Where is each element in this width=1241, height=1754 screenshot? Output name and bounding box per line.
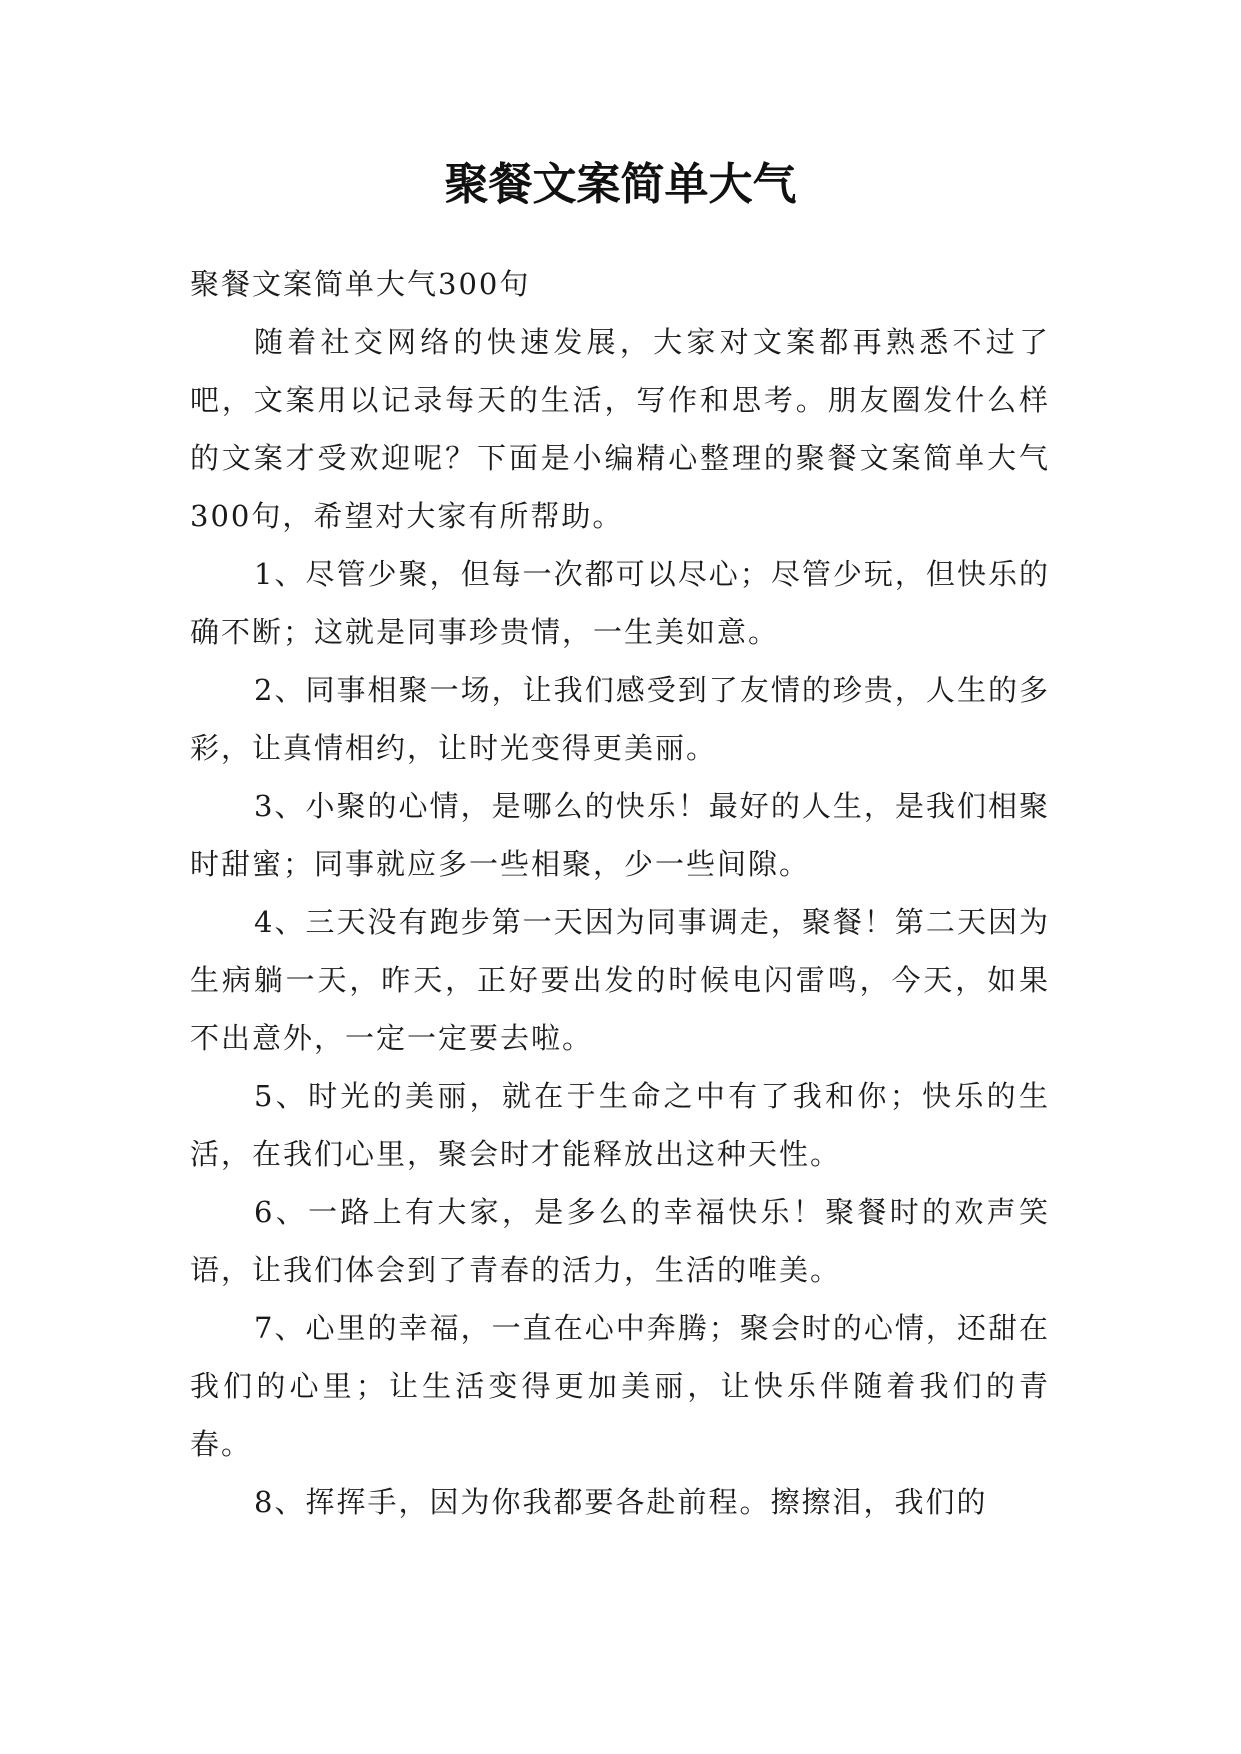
list-item: 6、一路上有大家，是多么的幸福快乐！聚餐时的欢声笑语，让我们体会到了青春的活力，生活的唯美。	[190, 1195, 1050, 1287]
list-item: 4、三天没有跑步第一天因为同事调走，聚餐！第二天因为生病躺一天，昨天，正好要出发的时候电闪雷鸣，今天，如果不出意外，一定一定要去啦。	[190, 905, 1050, 1055]
list-item: 1、尽管少聚，但每一次都可以尽心；尽管少玩，但快乐的确不断；这就是同事珍贵情，一生美如意。	[190, 557, 1050, 649]
list-item: 5、时光的美丽，就在于生命之中有了我和你；快乐的生活，在我们心里，聚会时才能释放出这种天性。	[190, 1079, 1050, 1171]
list-item: 2、同事相聚一场，让我们感受到了友情的珍贵，人生的多彩，让真情相约，让时光变得更美丽。	[190, 673, 1050, 765]
document-body	[190, 255, 1050, 1531]
intro-paragraph: 随着社交网络的快速发展，大家对文案都再熟悉不过了吧，文案用以记录每天的生活，写作和思考。朋友圈发什么样的文案才受欢迎呢？下面是小编精心整理的聚餐文案简单大气300句，希望对大家有所帮助。	[190, 325, 1050, 533]
list-item: 3、小聚的心情，是哪么的快乐！最好的人生，是我们相聚时甜蜜；同事就应多一些相聚，少一些间隙。	[190, 789, 1050, 881]
list-item: 7、心里的幸福，一直在心中奔腾；聚会时的心情，还甜在我们的心里；让生活变得更加美丽，让快乐伴随着我们的青春。	[190, 1311, 1050, 1461]
document-subtitle: 聚餐文案简单大气300句	[190, 267, 531, 301]
document-title: 聚餐文案简单大气	[444, 159, 797, 210]
list-item: 8、挥挥手，因为你我都要各赴前程。擦擦泪，我们的	[254, 1485, 988, 1519]
